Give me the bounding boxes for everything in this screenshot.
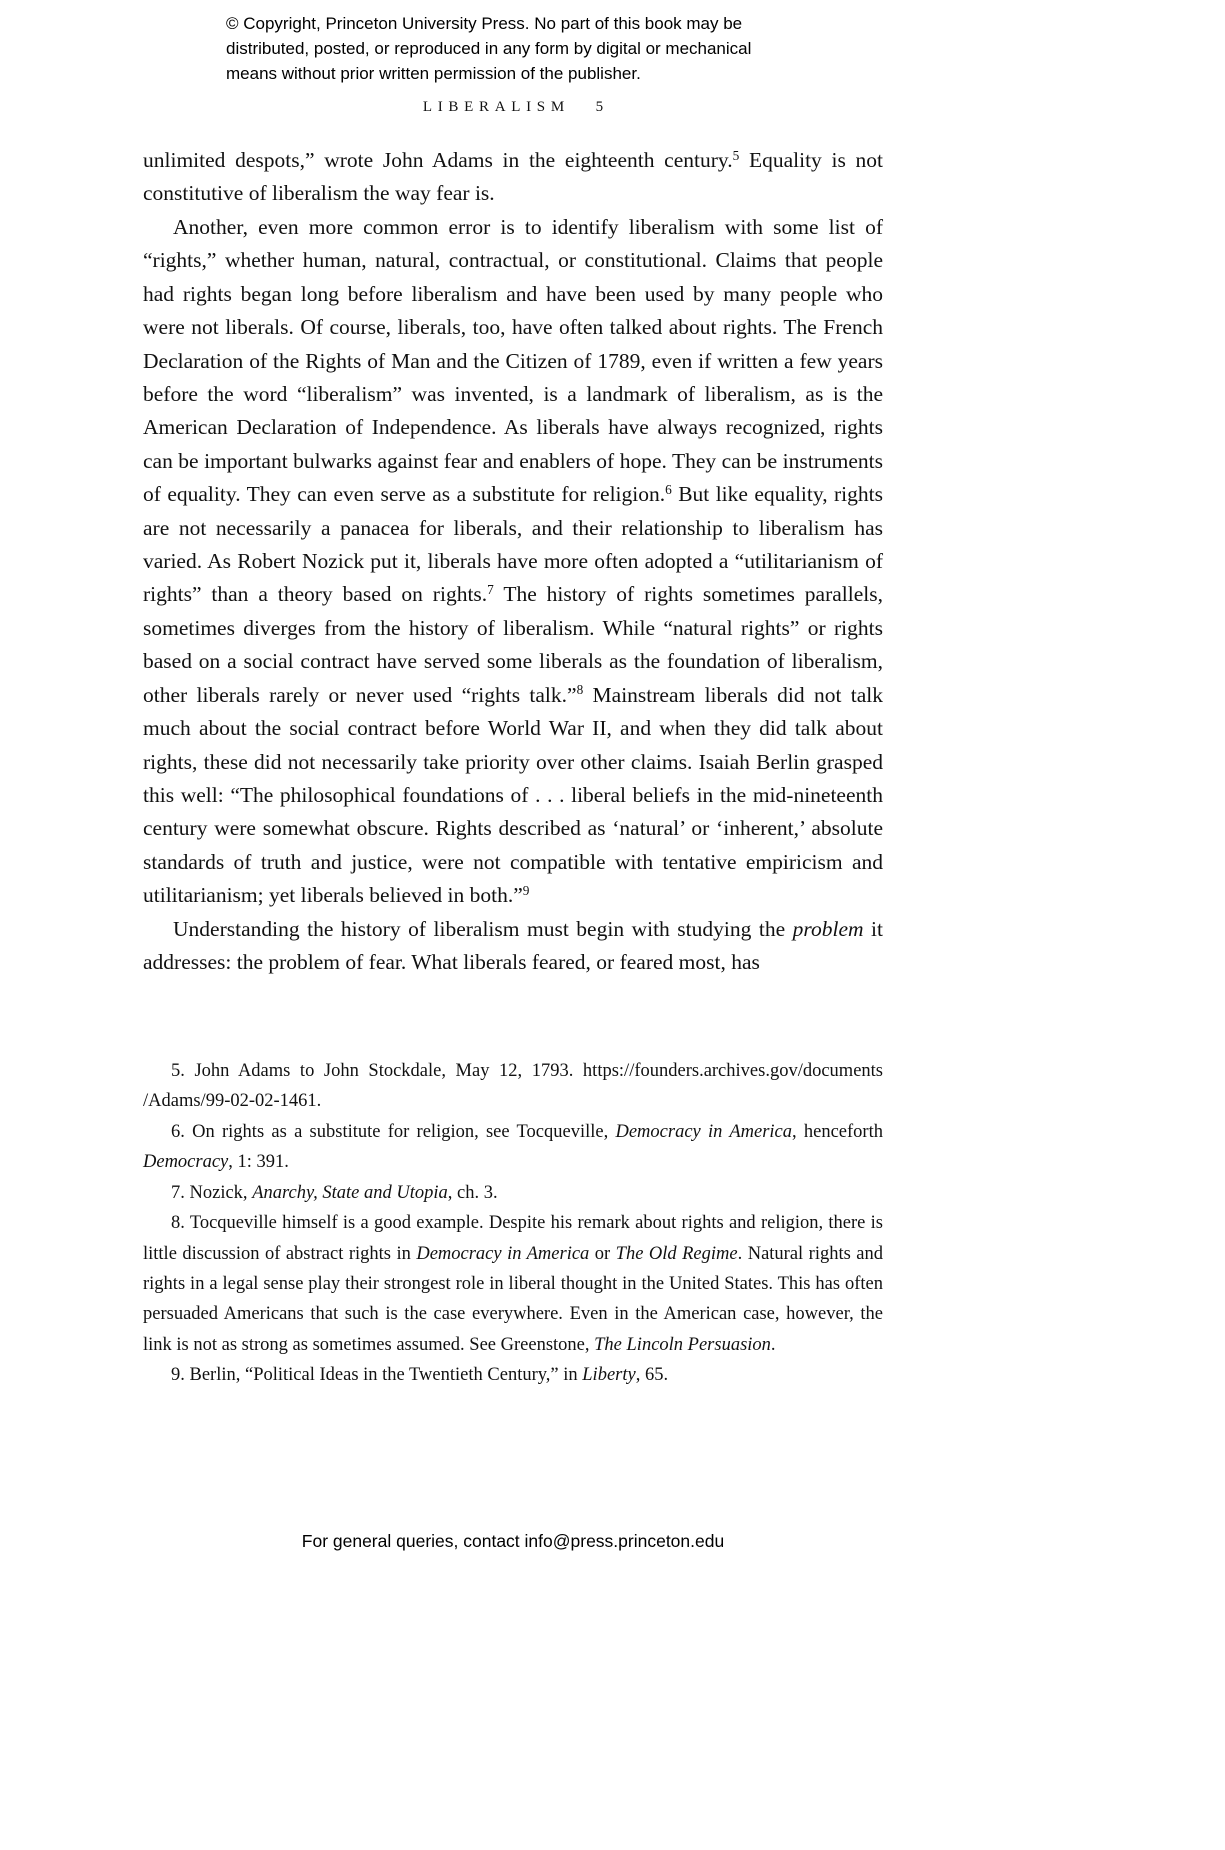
copyright-line: © Copyright, Princeton University Press. No part of this book may be <box>226 14 743 33</box>
running-head-title: LIBERALISM <box>422 99 570 115</box>
copyright-line: means without prior written permission of the publisher. <box>226 63 641 83</box>
footnote: 8. Tocqueville himself is a good example. Despite his remark about rights and religion, there is little discussion of abstract rights in Democracy in America or The Old Regime. Natural rights and rights in a legal sense play their strongest role in liberal thought in the United States. This has often persuaded Americans that such is the case everywhere. Even in the American case, however, the link is not as strong as sometimes assumed. See Greenstone, The Lincoln Persuasion. <box>143 1213 883 1355</box>
copyright-line: distributed, posted, or reproduced in any form by digital or mechanical <box>226 38 752 58</box>
footnote: 7. Nozick, Anarchy, State and Utopia, ch. 3. <box>171 1182 498 1203</box>
copyright-notice <box>226 12 836 87</box>
body-paragraph: unlimited despots,” wrote John Adams in the eighteenth century.$^5$ Equality is not constitutive of liberalism the way fear is. <box>143 147 883 206</box>
page-number: 5 <box>595 99 604 115</box>
body-paragraph: Understanding the history of liberalism must begin with studying the problem it addresses: the problem of fear. What liberals feared, or feared most, has <box>143 916 883 975</box>
body-text <box>143 144 883 980</box>
body-paragraph: Another, even more common error is to identify liberalism with some list of “rights,” whether human, natural, contractual, or constitutional. Claims that people had rights began long before liberalism and have been used by many people who were not liberals. Of course, liberals, too, have often talked about rights. The French Declaration of the Rights of Man and the Citizen of 1789, even if written a few years before the word “liberalism” was invented, is a landmark of liberalism, as is the American Declaration of Independence. As liberals have always recognized, rights can be important bulwarks against fear and enablers of hope. They can be instruments of equality. They can even serve as a substitute for religion.$^6$ But like equality, rights are not necessarily a panacea for liberals, and their relationship to liberalism has varied. As Robert Nozick put it, liberals have more often adopted a “utilitarianism of rights” than a theory based on rights.$^7$ The history of rights sometimes parallels, sometimes diverges from the history of liberalism. While “natural rights” or rights based on a social contract have served some liberals as the foundation of liberalism, other liberals rarely or never used “rights talk.”$^8$ Mainstream liberals did not talk much about the social contract before World War II, and when they did talk about rights, these did not necessarily take priority over other claims. Isaiah Berlin grasped this well: “The philosophical foundations of . . . liberal beliefs in the mid-nineteenth century were somewhat obscure. Rights described as ‘natural’ or ‘inherent,’ absolute standards of truth and justice, were not compatible with tentative empiricism and utilitarianism; yet liberals believed in both.”$^9$ <box>143 214 883 908</box>
running-head <box>143 99 883 116</box>
footnote: 6. On rights as a substitute for religion, see Tocqueville, Democracy in America, henceforth Democracy, 1: 391. <box>143 1121 883 1173</box>
footnotes-section <box>143 1056 883 1391</box>
footnote: 5. John Adams to John Stockdale, May 12, 1793. https://founders.archives.gov/documents /Adams/99-02-02-1461. <box>143 1061 883 1112</box>
contact-footer: For general queries, contact info@press.princeton.edu <box>301 1531 725 1551</box>
footnote: 9. Berlin, “Political Ideas in the Twentieth Century,” in Liberty, 65. <box>171 1365 669 1386</box>
